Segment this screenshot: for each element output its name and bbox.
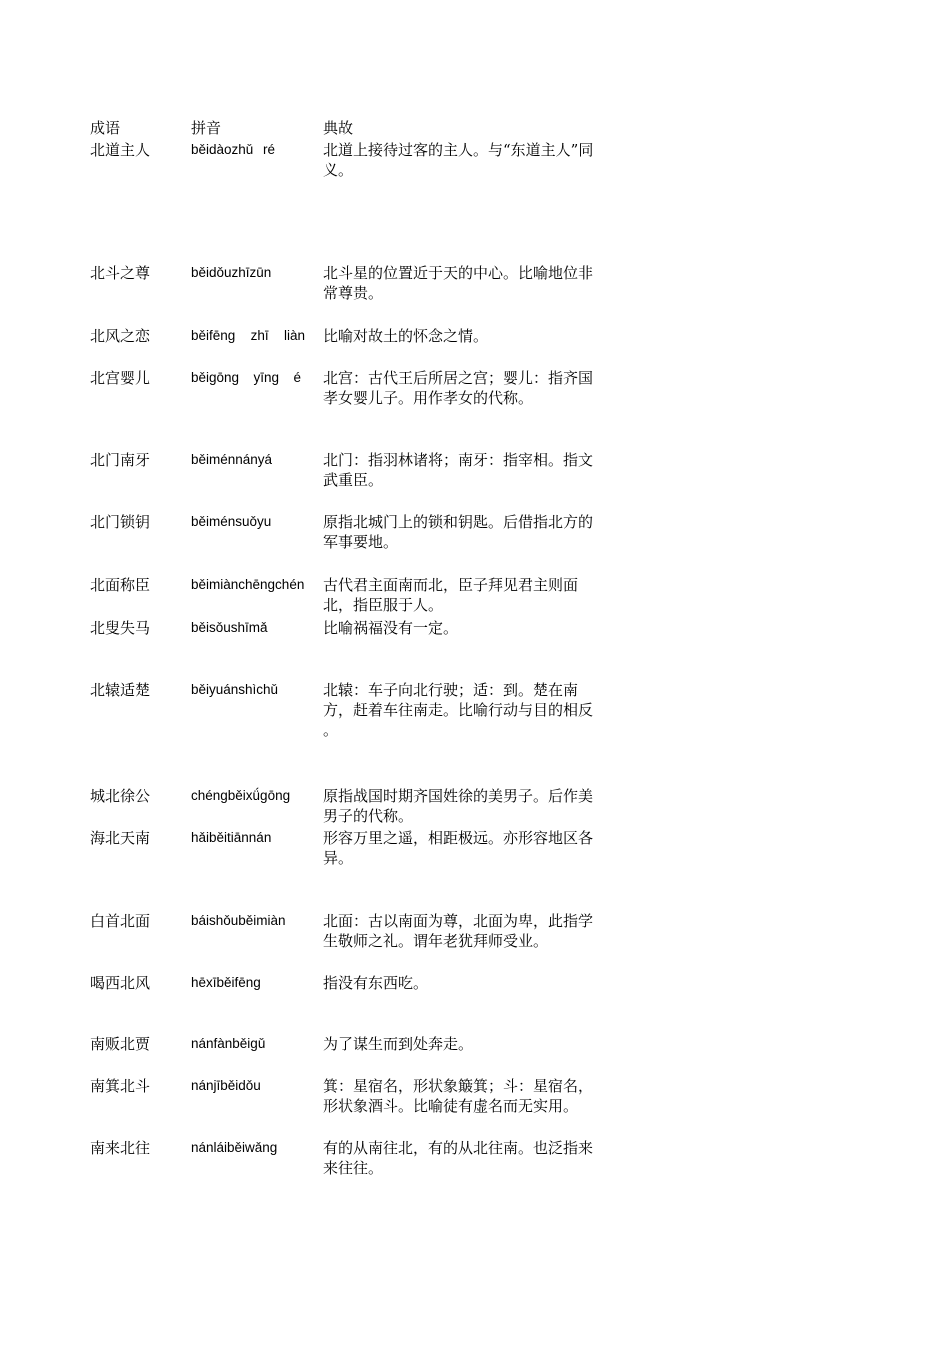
allusion-cell: [323, 1034, 615, 1054]
idiom-cell: 海北天南: [90, 829, 151, 847]
allusion-cell: [323, 450, 615, 490]
allusion-cell: [323, 911, 615, 951]
allusion-line: 指没有东西吃。: [323, 974, 429, 992]
allusion-line: 箕：星宿名，形状象簸箕；斗：星宿名，: [323, 1077, 594, 1095]
pinyin-cell: hǎiběitiānnán: [191, 830, 272, 845]
allusion-line: 孝女婴儿子。用作孝女的代称。: [323, 389, 534, 407]
pinyin-cell: [191, 368, 301, 388]
allusion-line: 有的从南往北，有的从北往南。也泛指来: [323, 1139, 594, 1157]
idiom-cell: 北道主人: [90, 141, 151, 159]
header-allusion: 典故: [323, 119, 354, 137]
pinyin-part: yīng: [253, 370, 280, 385]
allusion-line: 古代君主面南而北，臣子拜见君主则面: [323, 576, 579, 594]
allusion-cell: [323, 1076, 615, 1116]
pinyin-cell: běidǒuzhīzūn: [191, 265, 272, 280]
allusion-line: 北辕：车子向北行驶；适：到。楚在南: [323, 681, 579, 699]
allusion-cell: [323, 828, 615, 868]
pinyin-cell: běiyuánshìchǔ: [191, 682, 279, 697]
allusion-line: 异。: [323, 849, 354, 867]
allusion-line: 北面：古以南面为尊，北面为卑，此指学: [323, 912, 594, 930]
allusion-line: 比喻祸福没有一定。: [323, 619, 459, 637]
idiom-cell: 北面称臣: [90, 576, 151, 594]
pinyin-part: běifēng: [191, 328, 236, 343]
allusion-line: 常尊贵。: [323, 284, 384, 302]
allusion-cell: [323, 140, 615, 180]
allusion-cell: [323, 618, 615, 638]
pinyin-cell: běiménnányá: [191, 452, 273, 467]
idiom-cell: 南贩北贾: [90, 1035, 151, 1053]
pinyin-cell: běiménsuǒyu: [191, 514, 272, 529]
idiom-cell: 北门锁钥: [90, 513, 151, 531]
allusion-line: 北道上接待过客的主人。与“东道主人”同: [323, 141, 594, 159]
pinyin-part: běigōng: [191, 370, 240, 385]
allusion-line: 武重臣。: [323, 471, 384, 489]
idiom-cell: 南箕北斗: [90, 1077, 151, 1095]
allusion-cell: [323, 368, 615, 408]
pinyin-cell: [191, 140, 275, 160]
allusion-line: 男子的代称。: [323, 807, 414, 825]
allusion-line: 义。: [323, 161, 354, 179]
allusion-cell: [323, 512, 615, 552]
idiom-cell: 北门南牙: [90, 451, 151, 469]
allusion-line: 为了谋生而到处奔走。: [323, 1035, 474, 1053]
pinyin-part: é: [293, 370, 301, 385]
allusion-line: 生敬师之礼。谓年老犹拜师受业。: [323, 932, 549, 950]
allusion-line: 原指北城门上的锁和钥匙。后借指北方的: [323, 513, 594, 531]
idiom-cell: 城北徐公: [90, 787, 151, 805]
idiom-cell: 北斗之尊: [90, 264, 151, 282]
allusion-cell: [323, 786, 615, 826]
allusion-line: 北，指臣服于人。: [323, 596, 444, 614]
idiom-cell: 北叟失马: [90, 619, 151, 637]
allusion-cell: [323, 973, 615, 993]
allusion-line: 形容万里之遥，相距极远。亦形容地区各: [323, 829, 594, 847]
idiom-cell: 北宫婴儿: [90, 369, 151, 387]
allusion-cell: [323, 1138, 615, 1178]
allusion-cell: [323, 326, 615, 346]
idiom-cell: 南来北往: [90, 1139, 151, 1157]
pinyin-cell: chéngběixǘgōng: [191, 788, 291, 803]
pinyin-cell: hēxīběifēng: [191, 975, 261, 990]
pinyin-part: liàn: [283, 328, 305, 343]
allusion-cell: [323, 263, 615, 303]
allusion-cell: [323, 680, 615, 740]
allusion-line: 原指战国时期齐国姓徐的美男子。后作美: [323, 787, 594, 805]
allusion-line: 比喻对故土的怀念之情。: [323, 327, 489, 345]
allusion-line: 北斗星的位置近于天的中心。比喻地位非: [323, 264, 594, 282]
pinyin-part: ré: [262, 142, 275, 157]
idiom-cell: 北辕适楚: [90, 681, 151, 699]
allusion-line: 方，赶着车往南走。比喻行动与目的相反: [323, 701, 594, 719]
pinyin-cell: nánfànběigǔ: [191, 1036, 266, 1051]
pinyin-cell: báishǒuběimiàn: [191, 913, 286, 928]
allusion-line: 。: [323, 721, 339, 739]
pinyin-cell: nánjīběidǒu: [191, 1078, 261, 1093]
idiom-cell: 白首北面: [90, 912, 151, 930]
allusion-line: 北宫：古代王后所居之宫；婴儿：指齐国: [323, 369, 594, 387]
pinyin-cell: nánláiběiwǎng: [191, 1140, 278, 1155]
pinyin-part: zhī: [250, 328, 269, 343]
allusion-cell: [323, 575, 615, 615]
pinyin-cell: [191, 326, 305, 346]
pinyin-part: běidàozhǔ: [191, 142, 254, 157]
idiom-cell: 北风之恋: [90, 327, 151, 345]
allusion-line: 北门：指羽林诸将；南牙：指宰相。指文: [323, 451, 594, 469]
allusion-line: 形状象酒斗。比喻徒有虚名而无实用。: [323, 1097, 579, 1115]
idiom-cell: 喝西北风: [90, 974, 151, 992]
allusion-line: 军事要地。: [323, 533, 399, 551]
header-idiom: 成语: [90, 119, 121, 137]
allusion-line: 来往往。: [323, 1159, 384, 1177]
pinyin-cell: běimiànchēngchén: [191, 577, 305, 592]
header-pinyin: 拼音: [191, 119, 222, 137]
pinyin-cell: běisǒushīmǎ: [191, 620, 268, 635]
